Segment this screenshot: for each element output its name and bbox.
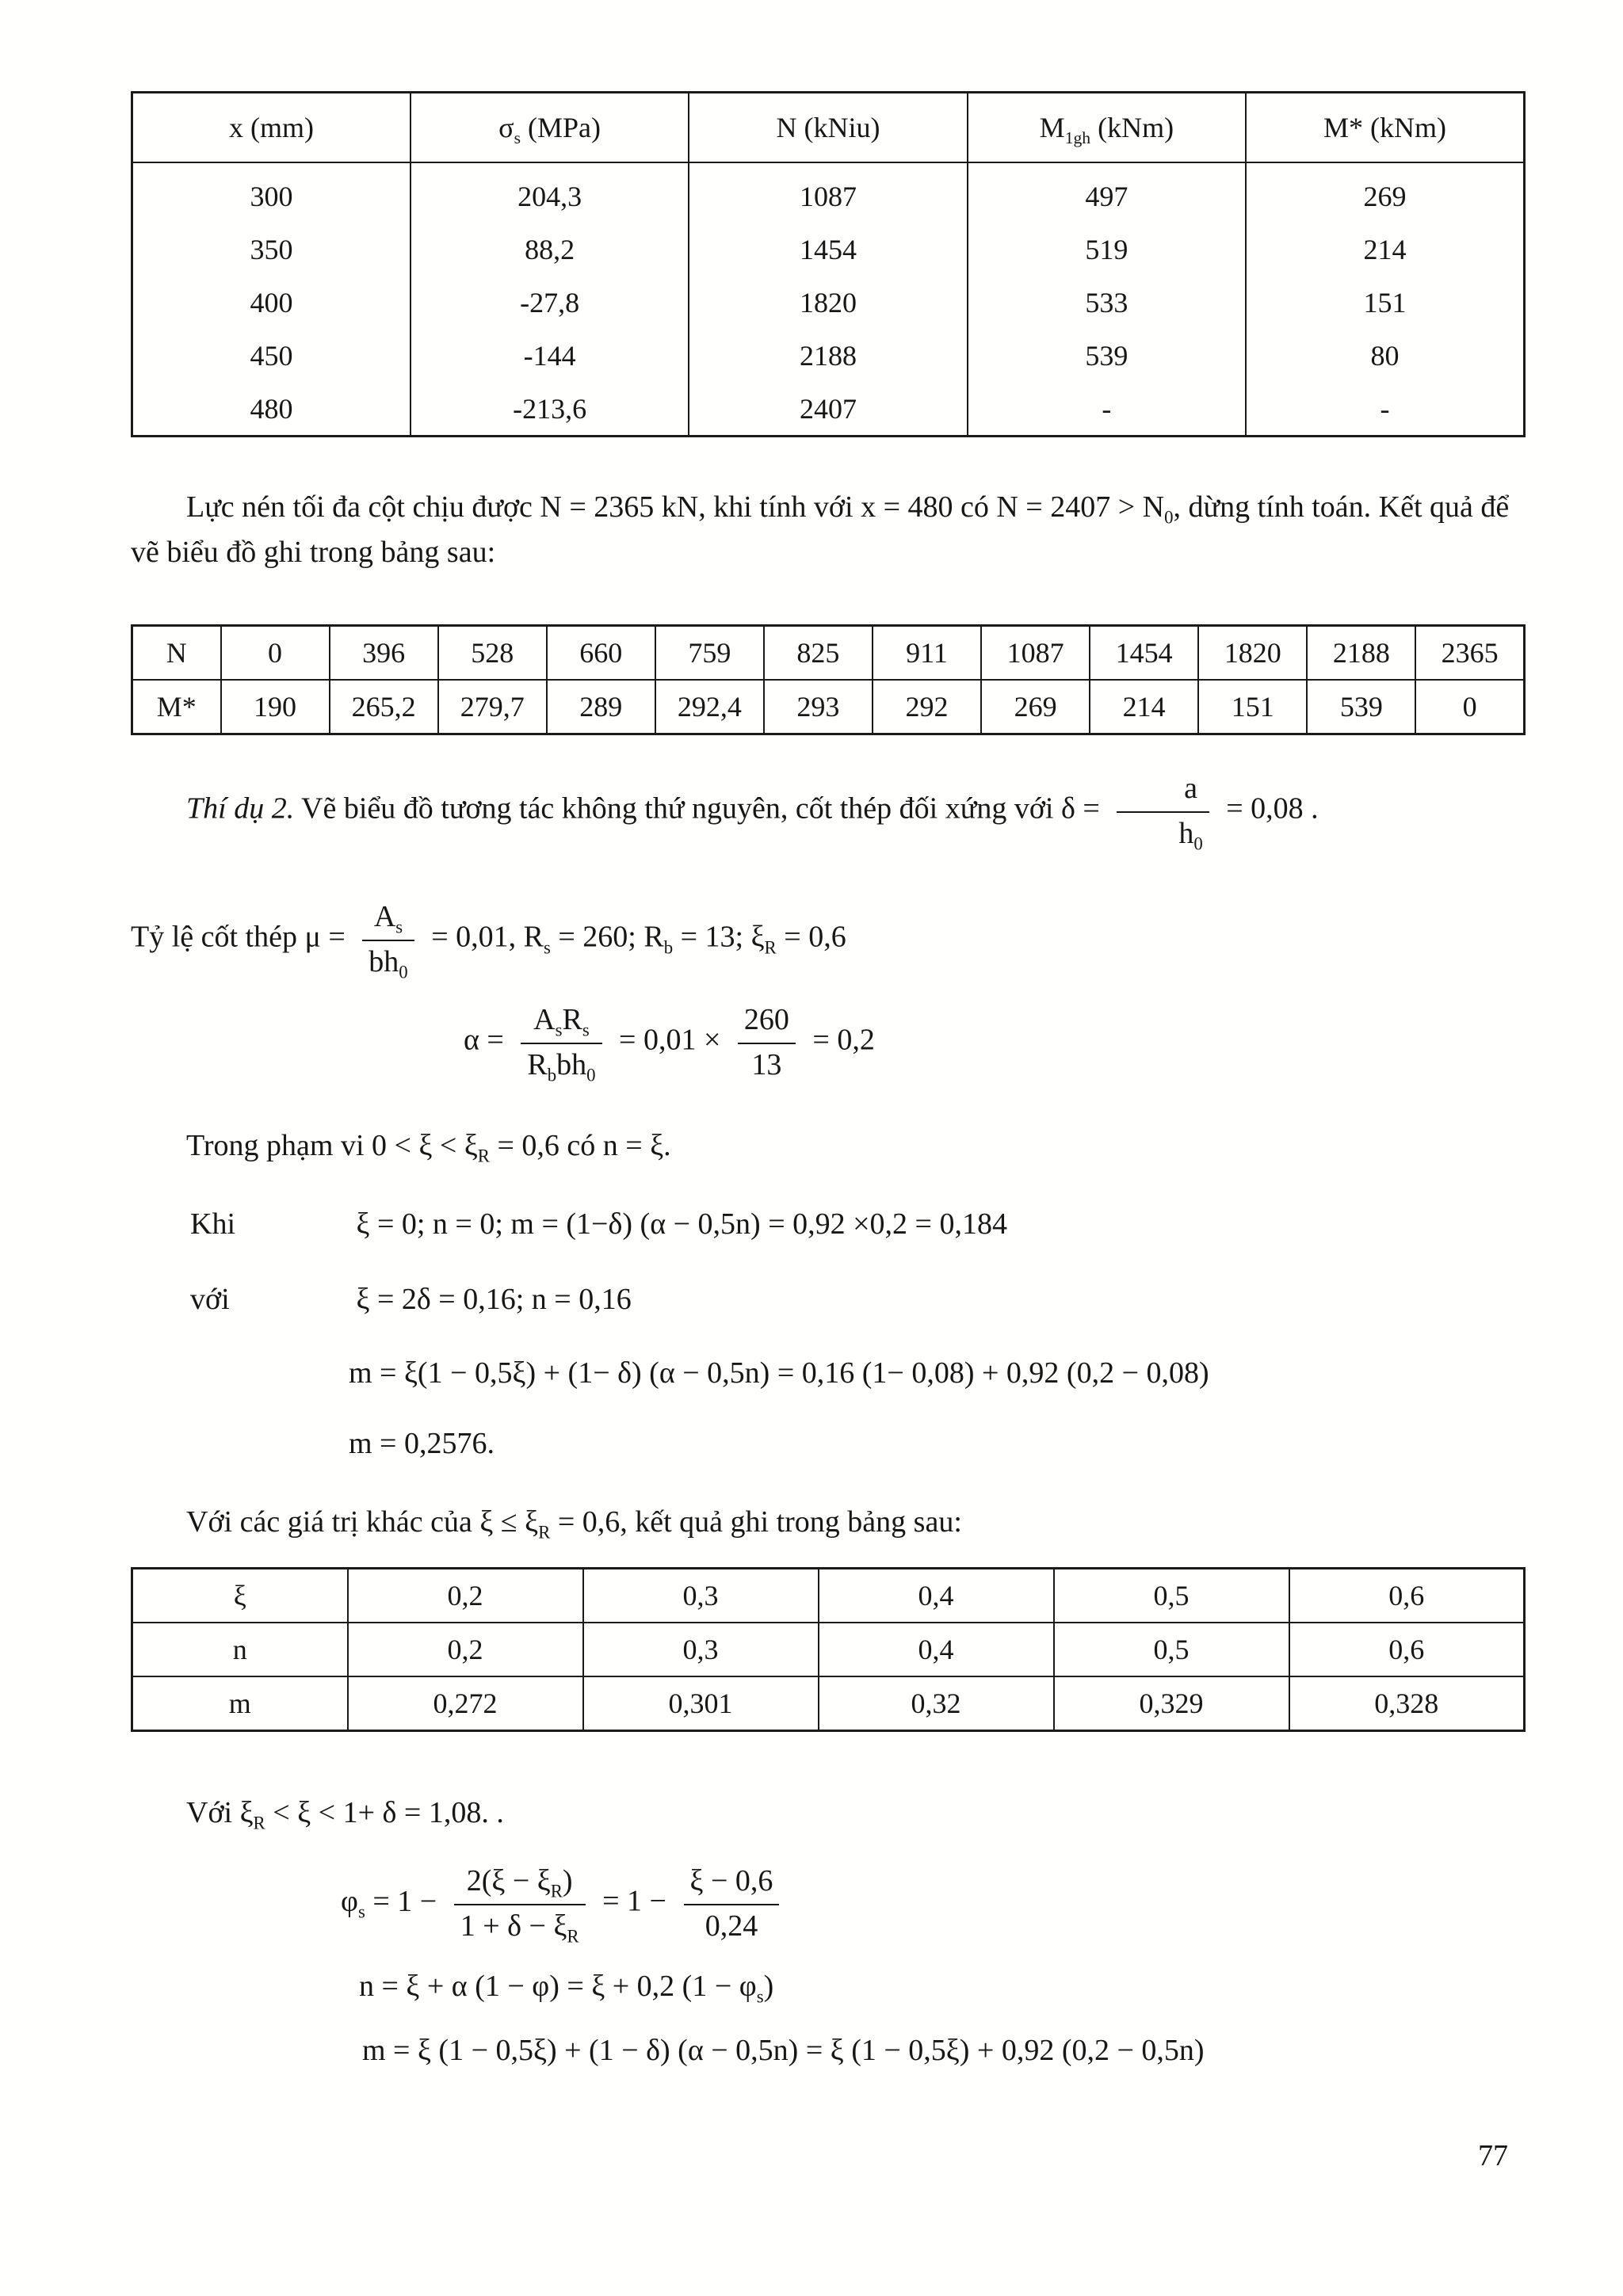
den-base: bh <box>369 944 399 978</box>
table-cell: 0,3 <box>583 1623 819 1676</box>
table-cell: - <box>1246 382 1524 437</box>
subscript: R <box>253 1813 265 1833</box>
table-cell: 0,5 <box>1054 1569 1289 1623</box>
table1-header-n <box>689 93 967 163</box>
table-cell: 214 <box>1246 223 1524 276</box>
other-values-line <box>131 1500 1526 1545</box>
table-cell: 269 <box>1246 162 1524 223</box>
table-cell: 0,272 <box>348 1676 583 1731</box>
table-cell: 480 <box>132 382 411 437</box>
den-base: h <box>1178 816 1194 850</box>
table-cell: 1087 <box>981 626 1090 681</box>
table-row-m <box>132 1676 1525 1731</box>
table-cell: 2188 <box>1307 626 1415 681</box>
subscript: R <box>764 937 777 958</box>
header-text: σ <box>498 112 514 143</box>
num-text: A <box>533 1003 556 1036</box>
table-cell: 88,2 <box>411 223 689 276</box>
table-cell: 528 <box>438 626 547 681</box>
fraction-260-over-13 <box>738 1001 796 1084</box>
fraction-denominator: 13 <box>751 1047 782 1081</box>
lhs-base: φ <box>341 1884 358 1918</box>
table-cell: 0,2 <box>348 1569 583 1623</box>
table-cell: 400 <box>132 276 411 329</box>
header-subscript: 1gh <box>1064 128 1091 148</box>
table-cell: 289 <box>547 680 655 734</box>
formula-result: = 0,2 <box>812 1023 875 1057</box>
formula-mid: = 1 − <box>602 1884 666 1918</box>
row-label: ξ <box>132 1569 348 1623</box>
table-cell: 151 <box>1198 680 1307 734</box>
table-cell: 0 <box>1415 680 1524 734</box>
header-text: x (mm) <box>228 112 314 143</box>
den-text: bh <box>556 1047 587 1081</box>
header-subscript: s <box>514 128 521 148</box>
sentence-text: = 0,6, kết quả ghi trong bảng sau: <box>550 1505 962 1539</box>
table-cell: 1820 <box>1198 626 1307 681</box>
table-cell: -27,8 <box>411 276 689 329</box>
table-cell: -213,6 <box>411 382 689 437</box>
fraction-denominator <box>1117 813 1209 853</box>
table-cell: 279,7 <box>438 680 547 734</box>
fraction-denominator <box>521 1044 601 1085</box>
mu-text: = 0,01, R <box>431 920 544 954</box>
num-text: 2(ξ − ξ <box>466 1864 551 1897</box>
table-row-mstar <box>132 680 1525 734</box>
fraction-denominator <box>454 1905 586 1946</box>
table-cell: 292,4 <box>655 680 764 734</box>
mu-text: = 13; ξ <box>673 920 765 954</box>
table-row-n <box>132 1623 1525 1676</box>
fraction-a-over-h0 <box>1117 770 1209 852</box>
mu-text: = 0,6 <box>776 920 846 954</box>
row-label: m <box>132 1676 348 1731</box>
row-label: M* <box>132 680 221 734</box>
formula-mid: = 0,01 × <box>619 1023 721 1057</box>
table-cell: 0,3 <box>583 1569 819 1623</box>
table-cell: 190 <box>221 680 330 734</box>
subscript: s <box>756 1986 764 2007</box>
equation-text: ) <box>763 1970 774 2003</box>
num-subscript: s <box>555 1020 563 1040</box>
table-row <box>132 162 1525 223</box>
alpha-formula <box>131 1001 1526 1084</box>
table-cell: 759 <box>655 626 764 681</box>
equation-text: m = ξ (1 − 0,5ξ) + (1 − δ) (α − 0,5n) = ξ (1 − 0,5ξ) + 0,92 (0,2 − 0,5n) <box>362 2034 1205 2067</box>
lhs-subscript: s <box>357 1901 365 1922</box>
case-voi-line <box>131 1277 1526 1322</box>
table-cell: 660 <box>547 626 655 681</box>
equation-text: m = 0,2576. <box>349 1427 495 1460</box>
fraction-numerator: a <box>1117 770 1209 813</box>
table-cell: 0 <box>221 626 330 681</box>
table-cell: 1087 <box>689 162 967 223</box>
table-cell: 214 <box>1090 680 1198 734</box>
fraction-numerator <box>521 1001 601 1044</box>
table-cell: 265,2 <box>330 680 438 734</box>
den-subscript: 0 <box>1193 833 1203 854</box>
case-label: với <box>190 1283 230 1316</box>
table1-header-mlgh <box>968 93 1246 163</box>
paragraph-text: Lực nén tối đa cột chịu được N = 2365 kN, khi tính với x = 480 có N = 2407 > N <box>186 490 1165 524</box>
table-cell: 497 <box>968 162 1246 223</box>
table-cell: 292 <box>873 680 981 734</box>
table-cell: -144 <box>411 329 689 382</box>
table1-header-row <box>132 93 1525 163</box>
equation-text: n = ξ + α (1 − φ) = ξ + 0,2 (1 − φ <box>359 1970 757 2003</box>
subscript: R <box>477 1146 490 1166</box>
table-cell: 0,4 <box>819 1623 1054 1676</box>
subscript: 0 <box>1164 507 1174 528</box>
header-text: (MPa) <box>520 112 601 143</box>
fraction-asrs-over-rbbh0 <box>521 1001 601 1084</box>
fraction-numerator: 260 <box>738 1001 796 1044</box>
table-cell: 350 <box>132 223 411 276</box>
table-cell: 2407 <box>689 382 967 437</box>
table-cell: 1454 <box>1090 626 1198 681</box>
formula-lhs <box>341 1884 437 1922</box>
fraction-xi-minus-06 <box>684 1863 780 1945</box>
den-text: 1 + δ − ξ <box>460 1909 567 1943</box>
table-cell: 0,5 <box>1054 1623 1289 1676</box>
table-cell: 269 <box>981 680 1090 734</box>
mu-ratio-line <box>131 898 1526 981</box>
table-cell: 0,301 <box>583 1676 819 1731</box>
xi-n-m-table <box>131 1567 1526 1732</box>
table-cell: 519 <box>968 223 1246 276</box>
den-subscript: b <box>547 1065 557 1085</box>
header-text: M* (kNm) <box>1323 112 1447 143</box>
table-row <box>132 329 1525 382</box>
table-cell: 825 <box>764 626 873 681</box>
num-text: ) <box>562 1864 573 1897</box>
table-row <box>132 223 1525 276</box>
header-text: M <box>1039 112 1065 143</box>
range-text: < ξ < 1+ δ = 1,08. . <box>265 1796 504 1829</box>
fraction-numerator <box>454 1863 586 1905</box>
fraction-denominator: 0,24 <box>705 1909 758 1943</box>
table-row <box>132 276 1525 329</box>
example2-tail: = 0,08 . <box>1226 791 1319 826</box>
range-text: Trong phạm vi 0 < ξ < ξ <box>186 1129 478 1162</box>
fraction-denominator <box>362 941 414 982</box>
case-label: Khi <box>190 1207 235 1241</box>
case-khi-line <box>131 1202 1526 1247</box>
subscript: R <box>538 1522 551 1543</box>
paragraph-max-load <box>131 485 1526 575</box>
table-cell: 539 <box>968 329 1246 382</box>
row-label: n <box>132 1623 348 1676</box>
table-cell: 396 <box>330 626 438 681</box>
subscript: b <box>663 937 674 958</box>
m-result-line <box>131 1421 1526 1466</box>
sentence-text: Với các giá trị khác của ξ ≤ ξ <box>186 1505 539 1539</box>
n-formula <box>131 1964 1526 2009</box>
fraction-as-over-bh0 <box>362 898 414 981</box>
header-text: (kNm) <box>1090 112 1174 143</box>
n-mstar-table <box>131 624 1526 735</box>
example2-label: Thí dụ 2. <box>186 791 295 826</box>
num-subscript: s <box>582 1020 590 1040</box>
table1-header-mstar <box>1246 93 1524 163</box>
table-cell: 0,32 <box>819 1676 1054 1731</box>
m-equation-line <box>131 1351 1526 1396</box>
table-cell: 2188 <box>689 329 967 382</box>
den-subscript: R <box>567 1926 579 1947</box>
range-text: = 0,6 có n = ξ. <box>489 1129 671 1162</box>
table-cell: 0,6 <box>1289 1569 1525 1623</box>
lhs-eq: = 1 − <box>365 1884 437 1918</box>
table-cell: 0,4 <box>819 1569 1054 1623</box>
den-subscript: 0 <box>399 962 408 982</box>
table-cell: 0,2 <box>348 1623 583 1676</box>
table-row-n <box>132 626 1525 681</box>
xi-range-line <box>131 1123 1526 1169</box>
header-text: N (kNiu) <box>776 112 880 143</box>
page-number: 77 <box>1478 2139 1508 2172</box>
table-cell: 533 <box>968 276 1246 329</box>
subscript: s <box>543 937 551 958</box>
paragraph-text: , dừng tính toán. Kết quả để vẽ biểu đồ ghi trong bảng sau: <box>131 490 1510 569</box>
num-base: A <box>373 900 396 933</box>
den-text: R <box>527 1047 548 1081</box>
equation-text: m = ξ(1 − 0,5ξ) + (1− δ) (α − 0,5n) = 0,16 (1− 0,08) + 0,92 (0,2 − 0,08) <box>349 1356 1209 1390</box>
example2-text: Vẽ biểu đồ tương tác không thứ nguyên, cốt thép đối xứng với δ = <box>301 791 1100 826</box>
num-subscript: s <box>395 917 403 937</box>
table-cell: 0,328 <box>1289 1676 1525 1731</box>
phi-formula <box>131 1863 1526 1945</box>
table-cell: 1820 <box>689 276 967 329</box>
table-cell: 204,3 <box>411 162 689 223</box>
range-text: Với ξ <box>186 1796 254 1829</box>
table-cell: - <box>968 382 1246 437</box>
table-row <box>132 382 1525 437</box>
table-cell: 2365 <box>1415 626 1524 681</box>
table-cell: 450 <box>132 329 411 382</box>
mu-text: = 260; R <box>550 920 664 954</box>
stress-force-table <box>131 91 1526 437</box>
case-content: ξ = 2δ = 0,16; n = 0,16 <box>356 1283 632 1316</box>
formula-lhs: α = <box>464 1023 504 1057</box>
den-subscript: 0 <box>586 1065 596 1085</box>
xi-range-line-2 <box>131 1791 1526 1836</box>
table1-header-sigma-s <box>411 93 689 163</box>
num-subscript: R <box>550 1881 563 1901</box>
fraction-numerator: ξ − 0,6 <box>684 1863 780 1905</box>
fraction-numerator <box>362 898 414 941</box>
table-cell: 539 <box>1307 680 1415 734</box>
row-label: N <box>132 626 221 681</box>
fraction-xi-minus-xir <box>454 1863 586 1945</box>
table-cell: 1454 <box>689 223 967 276</box>
table-cell: 911 <box>873 626 981 681</box>
mu-pre-text: Tỷ lệ cốt thép μ = <box>131 920 346 954</box>
table-cell: 293 <box>764 680 873 734</box>
table-cell: 0,329 <box>1054 1676 1289 1731</box>
table-row-xi <box>132 1569 1525 1623</box>
m-final-formula <box>131 2028 1526 2073</box>
table1-header-x <box>132 93 411 163</box>
table-cell: 151 <box>1246 276 1524 329</box>
case-content: ξ = 0; n = 0; m = (1−δ) (α − 0,5n) = 0,92 ×0,2 = 0,184 <box>356 1207 1007 1241</box>
table-cell: 80 <box>1246 329 1524 382</box>
num-text: R <box>562 1003 582 1036</box>
example2-heading <box>131 770 1526 852</box>
table-cell: 0,6 <box>1289 1623 1525 1676</box>
table-cell: 300 <box>132 162 411 223</box>
